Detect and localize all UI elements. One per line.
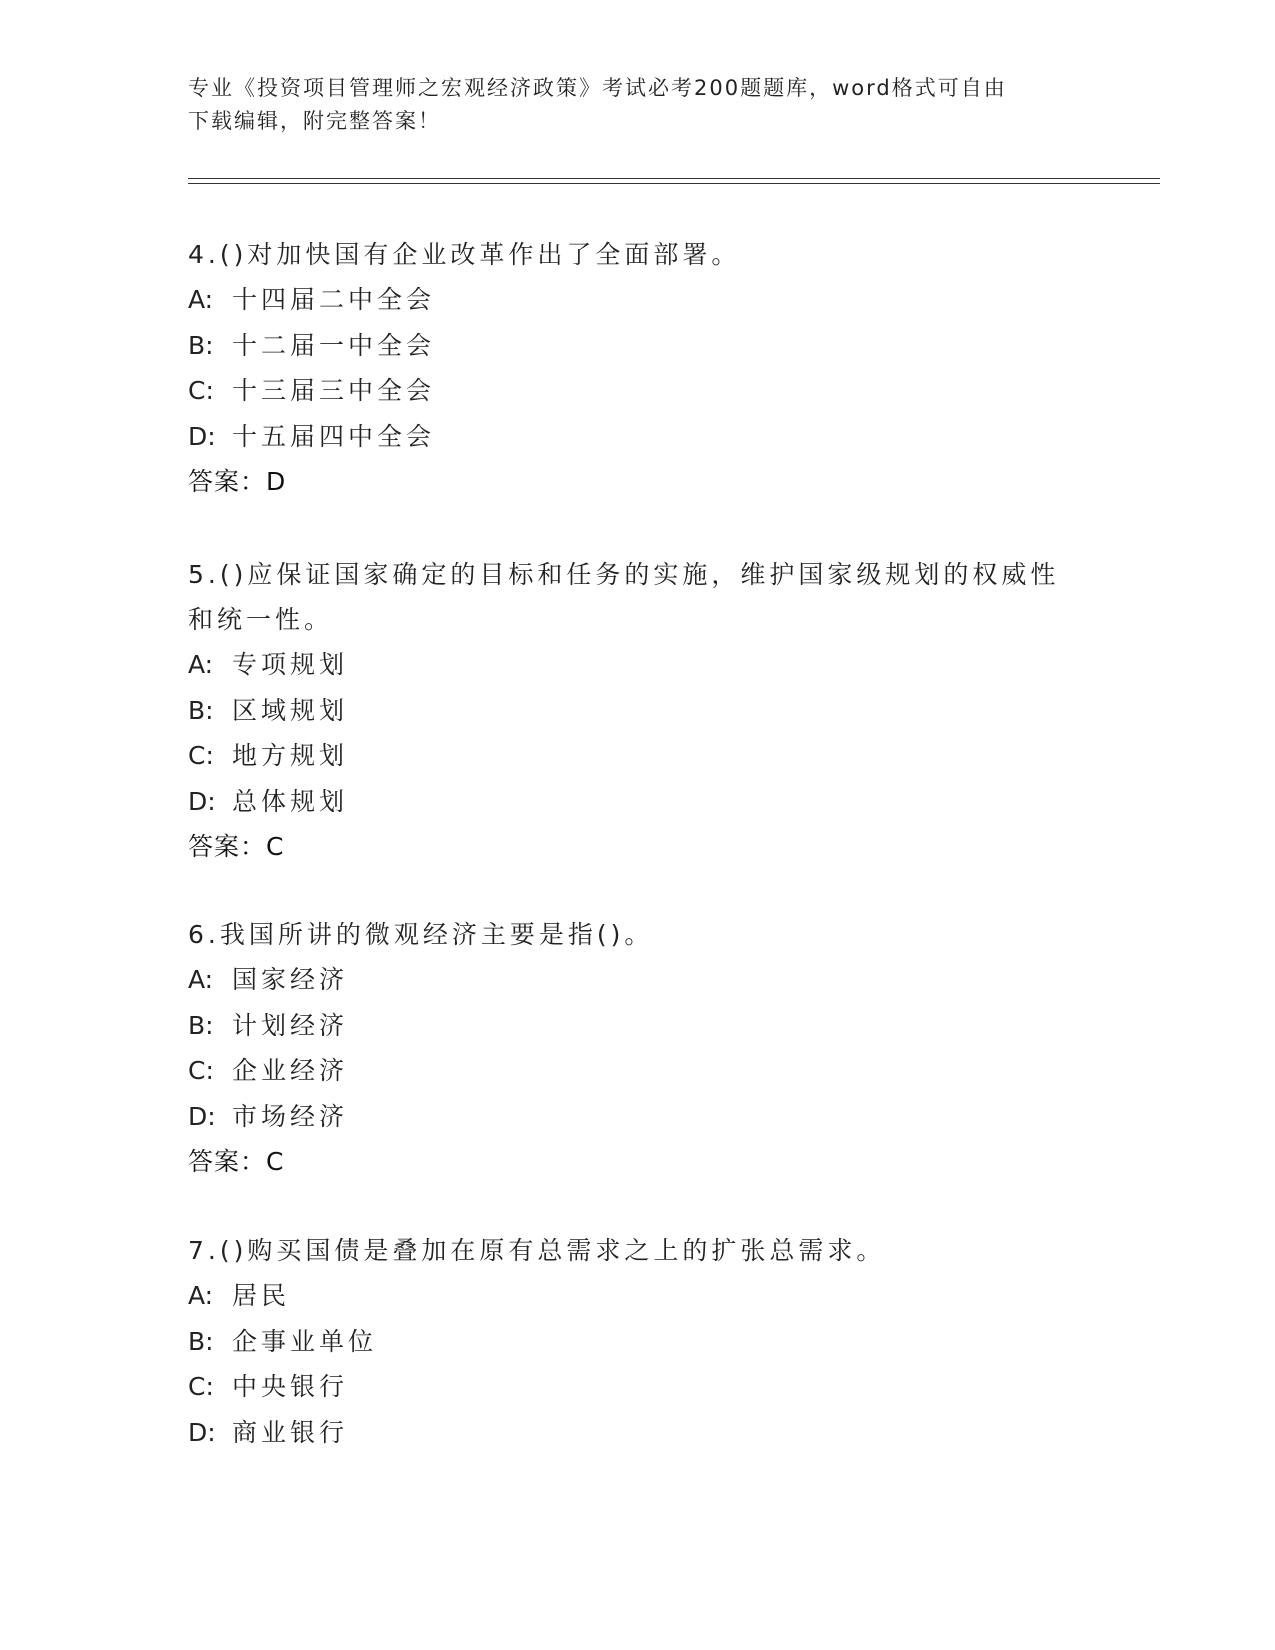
question-stem: 4.()对加快国有企业改革作出了全面部署。 <box>188 240 741 269</box>
option-letter: C: <box>188 1372 214 1401</box>
option-letter: D: <box>188 786 216 816</box>
option-b <box>188 1003 1088 1049</box>
answer-label: 答案： <box>188 467 267 496</box>
question-4 <box>188 232 1088 505</box>
option-b <box>188 1319 1088 1365</box>
header-divider-top <box>188 178 1160 179</box>
option-text: 地方规划 <box>232 741 349 770</box>
answer-value: D <box>266 467 287 496</box>
option-text: 十二届一中全会 <box>232 330 436 360</box>
option-letter: B: <box>188 695 214 725</box>
question-stem-line-2: 和统一性。 <box>188 605 334 634</box>
option-a <box>188 277 1088 323</box>
option-c <box>188 368 1088 414</box>
option-text: 商业银行 <box>232 1417 349 1447</box>
option-b <box>188 688 1088 734</box>
question-5 <box>188 552 1088 870</box>
option-d <box>188 414 1088 460</box>
option-text: 总体规划 <box>232 786 349 816</box>
option-text: 十四届二中全会 <box>232 285 436 314</box>
option-text: 区域规划 <box>232 695 349 725</box>
answer <box>188 459 1088 505</box>
answer <box>188 1139 1088 1185</box>
option-text: 市场经济 <box>232 1101 349 1131</box>
option-a <box>188 957 1088 1003</box>
option-letter: D: <box>188 421 216 451</box>
option-letter: B: <box>188 330 214 360</box>
question-stem-line-1: 5.()应保证国家确定的目标和任务的实施，维护国家级规划的权威性 <box>188 560 1060 589</box>
question-stem: 7.()购买国债是叠加在原有总需求之上的扩张总需求。 <box>188 1236 886 1265</box>
option-letter: C: <box>188 741 214 770</box>
option-text: 十五届四中全会 <box>232 421 436 451</box>
option-letter: A: <box>188 650 214 679</box>
option-d <box>188 779 1088 825</box>
header-divider-bottom <box>188 183 1160 184</box>
question-7 <box>188 1228 1088 1455</box>
option-text: 计划经济 <box>232 1010 349 1040</box>
option-letter: A: <box>188 285 214 314</box>
option-letter: C: <box>188 376 214 405</box>
header-line-1: 专业《投资项目管理师之宏观经济政策》考试必考200题题库，word格式可自由 <box>188 76 1007 100</box>
option-letter: B: <box>188 1326 214 1356</box>
option-b <box>188 323 1088 369</box>
answer-value: C <box>266 832 285 861</box>
question-6 <box>188 912 1088 1185</box>
answer-value: C <box>266 1147 285 1176</box>
option-c <box>188 733 1088 779</box>
option-text: 国家经济 <box>232 965 349 994</box>
answer-label: 答案： <box>188 832 267 861</box>
option-text: 企业经济 <box>232 1056 349 1085</box>
option-text: 居民 <box>232 1281 291 1310</box>
option-d <box>188 1410 1088 1456</box>
option-d <box>188 1094 1088 1140</box>
option-letter: A: <box>188 1281 214 1310</box>
answer-label: 答案： <box>188 1147 267 1176</box>
option-letter: A: <box>188 965 214 994</box>
option-c <box>188 1364 1088 1410</box>
option-letter: B: <box>188 1010 214 1040</box>
option-a <box>188 642 1088 688</box>
option-a <box>188 1273 1088 1319</box>
option-text: 企事业单位 <box>232 1326 378 1356</box>
header-line-2: 下载编辑，附完整答案！ <box>188 109 441 133</box>
option-text: 中央银行 <box>232 1372 349 1401</box>
option-text: 十三届三中全会 <box>232 376 436 405</box>
option-letter: C: <box>188 1056 214 1085</box>
option-text: 专项规划 <box>232 650 349 679</box>
question-stem: 6.我国所讲的微观经济主要是指()。 <box>188 920 654 949</box>
document-header <box>188 72 1088 138</box>
option-c <box>188 1048 1088 1094</box>
option-letter: D: <box>188 1101 216 1131</box>
answer <box>188 824 1088 870</box>
option-letter: D: <box>188 1417 216 1447</box>
